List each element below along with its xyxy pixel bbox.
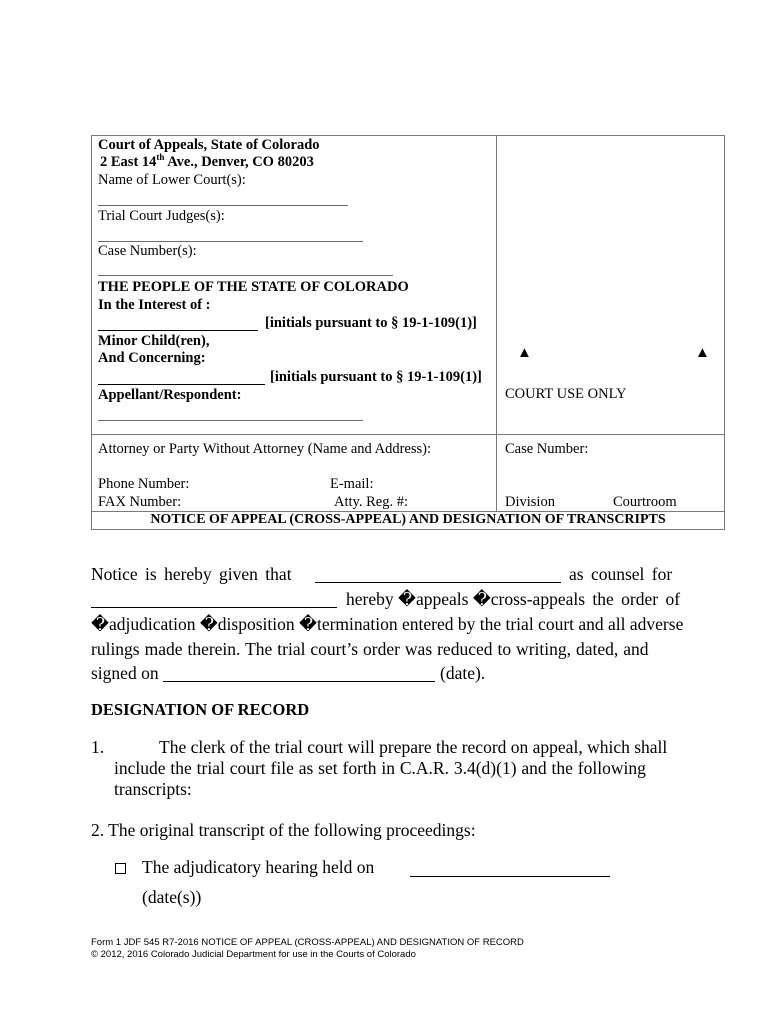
up-arrow-left-icon: ▲ (517, 345, 532, 361)
notice-line-2a: hereby (346, 589, 394, 609)
notice-line-5a: signed on (91, 663, 159, 683)
initials-note-1: [initials pursuant to § 19-1-109(1)] (265, 315, 477, 331)
up-arrow-right-icon: ▲ (695, 345, 710, 361)
date-label: (date(s)) (142, 887, 202, 907)
phone-label: Phone Number: (98, 476, 190, 492)
concerning-label: And Concerning: (98, 350, 206, 366)
fax-label: FAX Number: (98, 494, 182, 510)
appellant-name-blank[interactable] (315, 582, 561, 583)
item-1-line-1: The clerk of the trial court will prepare the record on appeal, which shall (159, 737, 668, 757)
people-heading: THE PEOPLE OF THE STATE OF COLORADO (98, 279, 409, 295)
court-address-sup: th (156, 152, 165, 162)
court-use-only: COURT USE ONLY (505, 386, 627, 402)
case-number-label: Case Number: (505, 441, 589, 457)
form-title: NOTICE OF APPEAL (CROSS-APPEAL) AND DESIGNATION OF TRANSCRIPTS (150, 512, 666, 527)
appeals-checkbox[interactable] (398, 589, 468, 609)
adjudicatory-checkbox[interactable] (115, 862, 126, 880)
missing-glyph-2: � (472, 589, 491, 609)
court-name: Court of Appeals, State of Colorado (98, 137, 320, 153)
case-numbers-line[interactable] (98, 275, 393, 276)
caption-box-mid (91, 434, 725, 435)
notice-line-5b: (date). (440, 663, 486, 683)
termination-label: termination entered by the trial court and all adverse (316, 614, 684, 634)
termination-checkbox[interactable] (299, 614, 683, 634)
judges-label: Trial Court Judges(s): (98, 208, 225, 224)
caption-box-divider (496, 135, 497, 512)
footer-line-1: Form 1 JDF 545 R7-2016 NOTICE OF APPEAL (CROSS-APPEAL) AND DESIGNATION OF RECORD (91, 937, 524, 948)
caption-box-left (91, 135, 92, 530)
missing-glyph-5: � (299, 614, 317, 634)
courtroom-label: Courtroom (613, 494, 677, 510)
atty-reg-label: Atty. Reg. #: (334, 494, 408, 510)
hearing-date-blank[interactable] (410, 876, 610, 877)
initials-note-2: [initials pursuant to § 19-1-109(1)] (270, 369, 482, 385)
appeals-label: appeals (415, 589, 469, 609)
notice-line-1a: Notice is hereby given that (91, 564, 292, 584)
case-numbers-label: Case Number(s): (98, 243, 197, 259)
notice-line-4: rulings made therein. The trial court’s order was reduced to writing, dated, and (91, 639, 649, 659)
missing-glyph-4: � (199, 614, 218, 634)
appellant-label: Appellant/Respondent: (98, 387, 242, 403)
missing-glyph-1: � (398, 589, 416, 609)
designation-heading: DESIGNATION OF RECORD (91, 700, 310, 719)
item-1-line-2: include the trial court file as set forth in C.A.R. 3.4(d)(1) and the following (114, 758, 646, 778)
party-name-blank[interactable] (91, 607, 337, 608)
adjudication-label: adjudication (108, 614, 196, 634)
adjudicatory-label: The adjudicatory hearing held on (142, 857, 375, 877)
judges-line[interactable] (98, 241, 363, 242)
minor-label: Minor Child(ren), (98, 333, 210, 349)
footer-line-2: © 2012, 2016 Colorado Judicial Department for use in the Courts of Colorado (91, 949, 416, 960)
item-2: 2. The original transcript of the following proceedings: (91, 820, 476, 840)
disposition-label: disposition (217, 614, 295, 634)
respondent-initials-line[interactable] (98, 384, 265, 385)
checkbox-icon (115, 863, 126, 874)
court-address (100, 154, 314, 171)
child-initials-line[interactable] (98, 330, 258, 331)
caption-box-top (91, 135, 725, 136)
missing-glyph-3: � (91, 614, 109, 634)
caption-box-bottom (91, 529, 725, 530)
caption-box-right (724, 135, 725, 530)
interest-of-label: In the Interest of : (98, 297, 211, 313)
lower-court-label: Name of Lower Court(s): (98, 172, 246, 188)
item-1-line-3: transcripts: (114, 779, 192, 799)
appellant-line[interactable] (98, 420, 363, 421)
notice-line-1b: as counsel for (569, 564, 673, 584)
notice-line-3 (91, 614, 683, 635)
adjudication-checkbox[interactable] (91, 614, 195, 634)
item-1-number: 1. (91, 737, 105, 757)
court-address-post: Ave., Denver, CO 80203 (164, 154, 314, 170)
email-label: E-mail: (330, 476, 374, 492)
cross-appeals-checkbox[interactable] (473, 589, 680, 609)
attorney-label: Attorney or Party Without Attorney (Name and Address): (98, 441, 431, 457)
court-address-pre: 2 East 14 (100, 154, 157, 170)
lower-court-line[interactable] (98, 205, 348, 206)
notice-line-2 (346, 589, 680, 610)
division-label: Division (505, 494, 555, 510)
cross-appeals-label: cross-appeals the order of (490, 589, 681, 609)
disposition-checkbox[interactable] (200, 614, 295, 634)
order-date-blank[interactable] (163, 681, 435, 682)
